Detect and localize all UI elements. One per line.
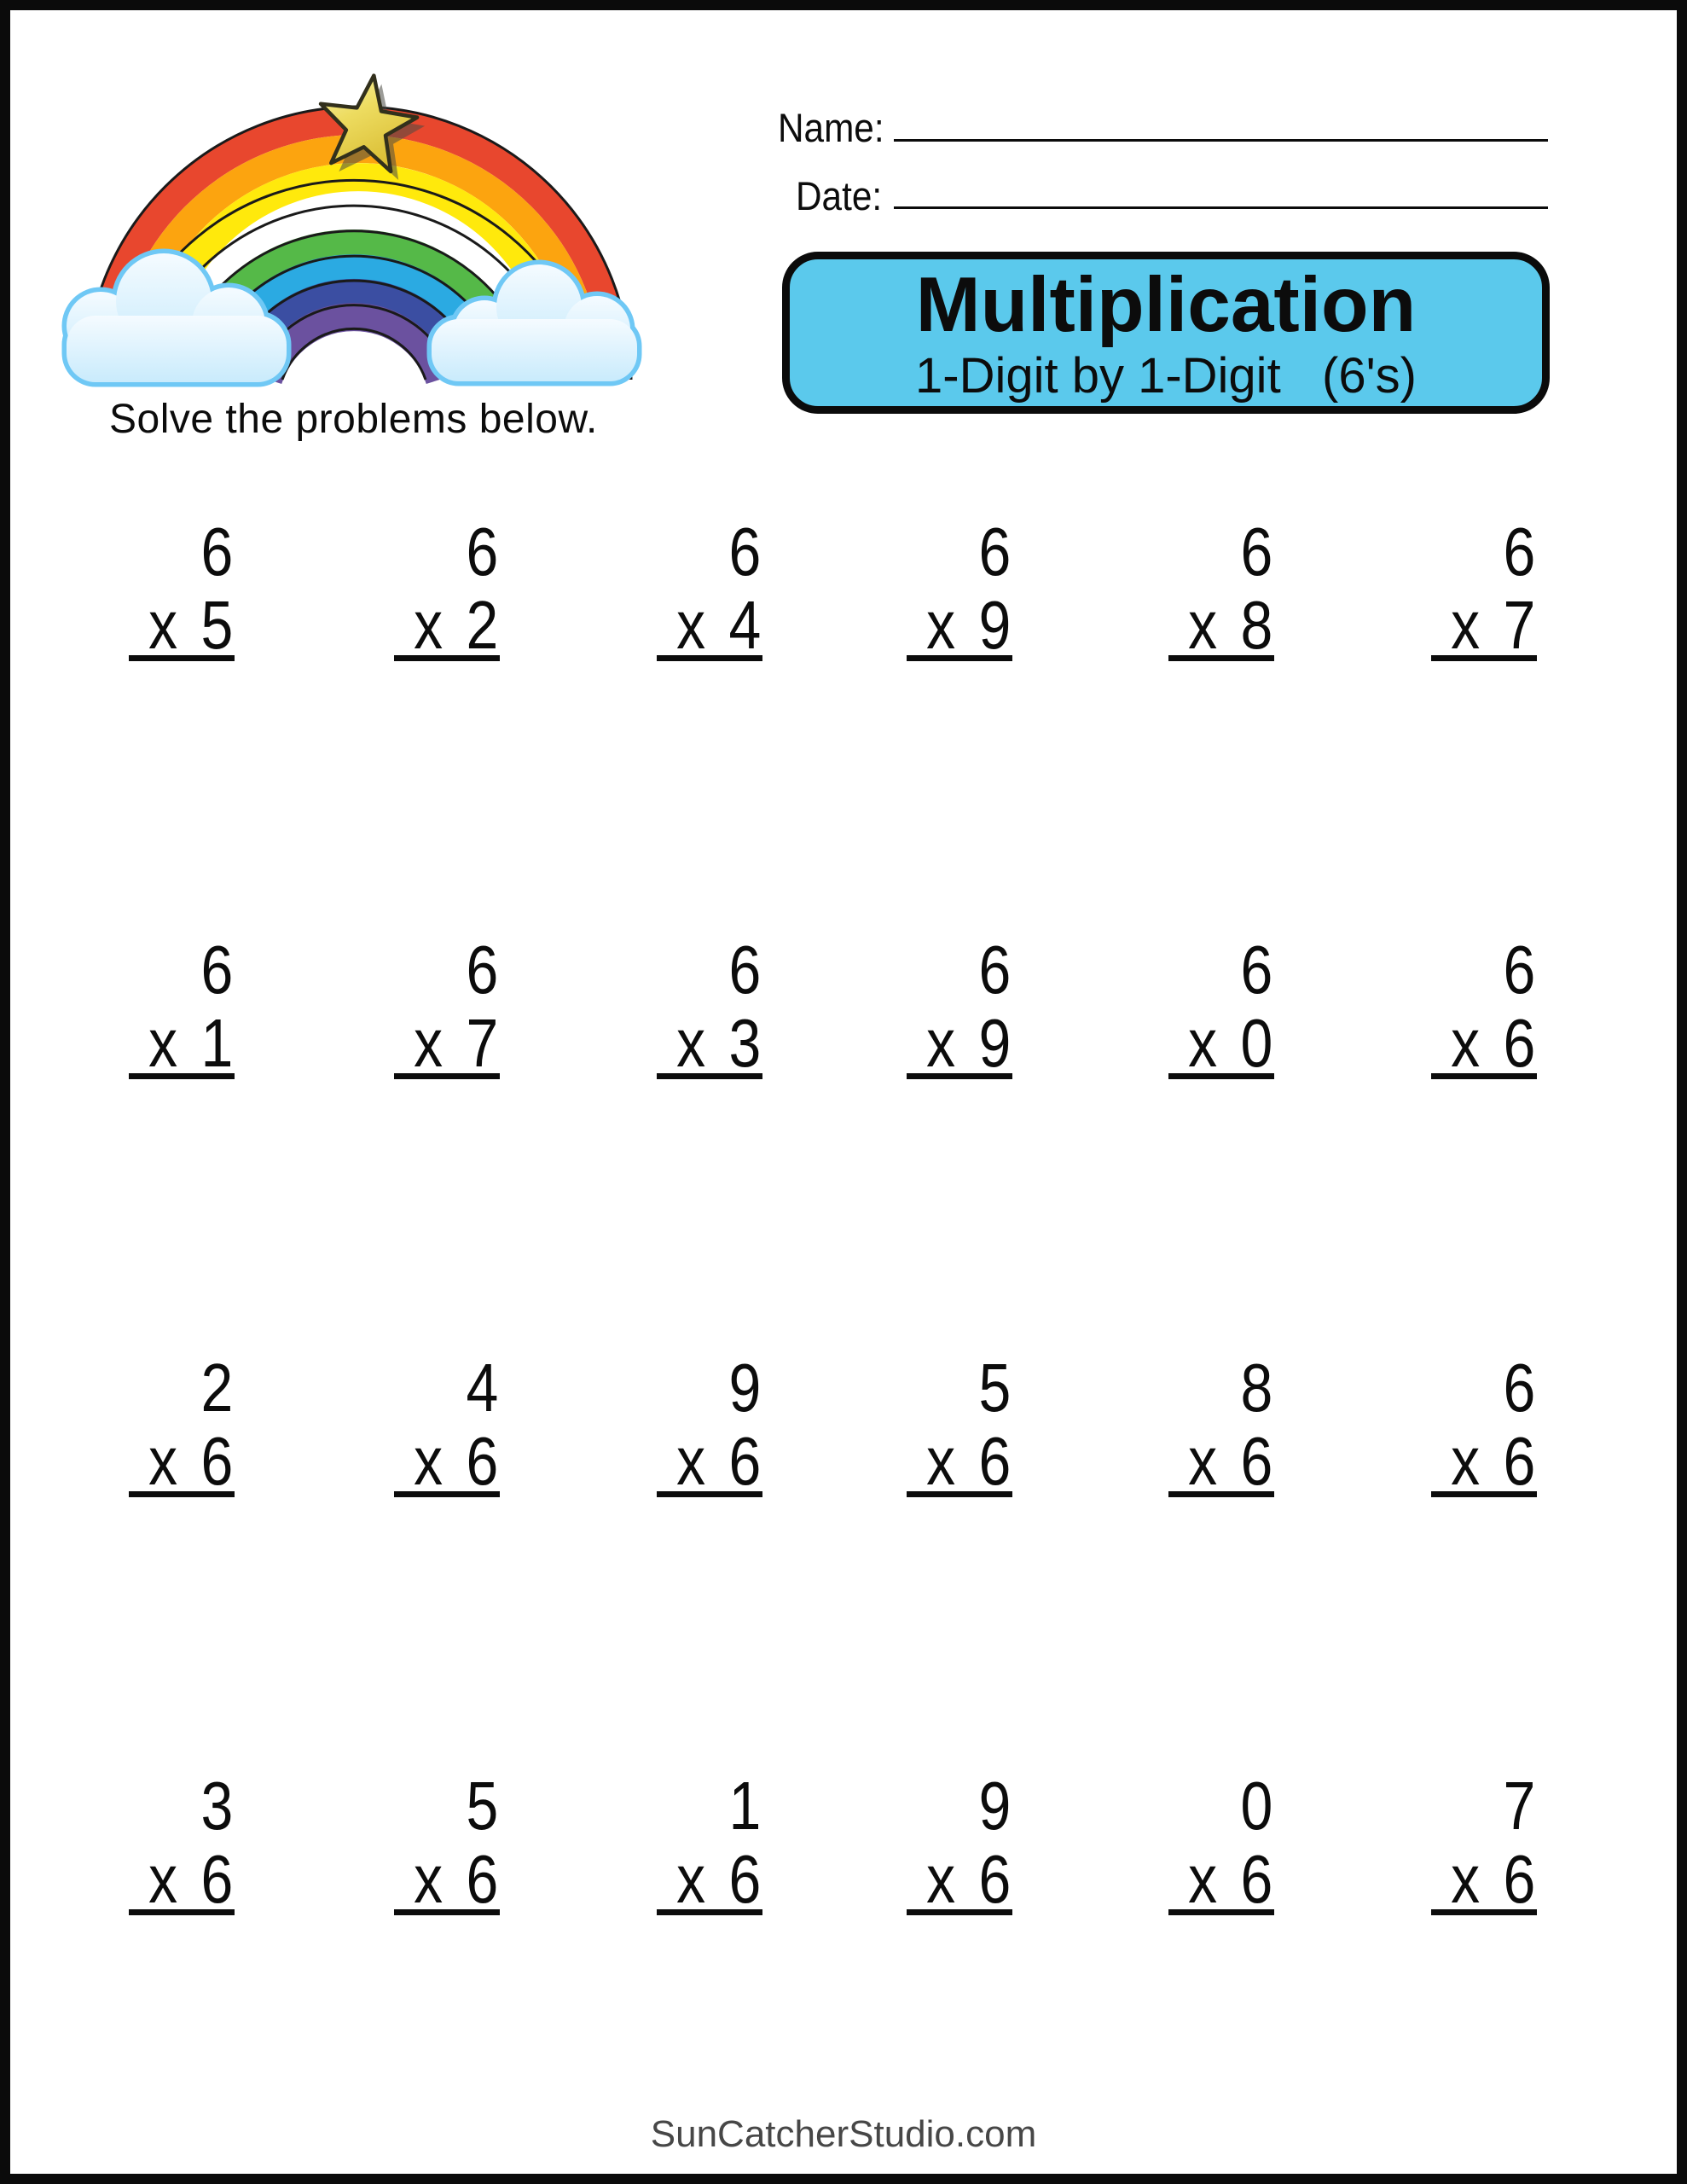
- problem-cell: [394, 1351, 500, 1497]
- multiplicand: 9: [728, 1350, 762, 1426]
- multiplier-row: x 6: [148, 1841, 234, 1917]
- multiplier-row: x 6: [414, 1841, 499, 1917]
- multiplicand: 6: [200, 932, 234, 1008]
- problem-cell: [907, 515, 1012, 661]
- multiplier-row: x 6: [1451, 1841, 1536, 1917]
- multiplier-row: x 6: [926, 1841, 1012, 1917]
- problem-cell: [394, 933, 500, 1079]
- multiplier-row: x 6: [414, 1423, 499, 1499]
- problem-cell: [657, 1351, 762, 1497]
- multiplicand: 5: [466, 1768, 499, 1844]
- multiplicand: 3: [200, 1768, 234, 1844]
- multiplier-row: x 0: [1188, 1005, 1273, 1081]
- multiplicand: 6: [978, 514, 1012, 590]
- problem-cell: [657, 1769, 762, 1915]
- multiplicand: 0: [1240, 1768, 1273, 1844]
- multiplicand: 6: [978, 932, 1012, 1008]
- problem-cell: [907, 1769, 1012, 1915]
- multiplier-row: x 6: [926, 1423, 1012, 1499]
- multiplicand: 6: [466, 514, 499, 590]
- multiplier-row: x 6: [1188, 1841, 1273, 1917]
- problem-cell: [1431, 515, 1537, 661]
- multiplicand: 5: [978, 1350, 1012, 1426]
- worksheet-subtitle: 1-Digit by 1-Digit (6's): [915, 348, 1417, 404]
- multiplier-row: x 7: [414, 1005, 499, 1081]
- multiplier-row: x 2: [414, 587, 499, 663]
- multiplicand: 9: [978, 1768, 1012, 1844]
- multiplier-row: x 1: [148, 1005, 234, 1081]
- multiplier-row: x 9: [926, 1005, 1012, 1081]
- problem-cell: [657, 933, 762, 1079]
- worksheet-title-box: [782, 252, 1550, 414]
- multiplicand: 6: [200, 514, 234, 590]
- multiplier-row: x 5: [148, 587, 234, 663]
- problem-cell: [1168, 1769, 1274, 1915]
- multiplicand: 6: [1240, 514, 1273, 590]
- problem-cell: [129, 933, 235, 1079]
- multiplicand: 2: [200, 1350, 234, 1426]
- multiplier-row: x 3: [676, 1005, 762, 1081]
- problem-cell: [129, 1769, 235, 1915]
- date-input-line[interactable]: [894, 206, 1548, 209]
- multiplier-row: x 8: [1188, 587, 1273, 663]
- problem-cell: [1431, 1769, 1537, 1915]
- multiplicand: 8: [1240, 1350, 1273, 1426]
- problem-cell: [1168, 515, 1274, 661]
- problem-cell: [394, 515, 500, 661]
- multiplicand: 6: [1503, 932, 1536, 1008]
- problem-cell: [907, 933, 1012, 1079]
- multiplicand: 1: [728, 1768, 762, 1844]
- problem-cell: [907, 1351, 1012, 1497]
- name-label: Name:: [778, 105, 884, 150]
- problem-cell: [129, 1351, 235, 1497]
- multiplicand: 6: [1240, 932, 1273, 1008]
- problem-cell: [129, 515, 235, 661]
- worksheet-title: Multiplication: [915, 262, 1417, 348]
- multiplier-row: x 7: [1451, 587, 1536, 663]
- problem-cell: [394, 1769, 500, 1915]
- multiplicand: 6: [728, 932, 762, 1008]
- problem-cell: [1431, 1351, 1537, 1497]
- instruction-text: Solve the problems below.: [109, 397, 598, 442]
- date-label: Date:: [796, 173, 883, 218]
- multiplicand: 6: [1503, 514, 1536, 590]
- multiplicand: 6: [728, 514, 762, 590]
- multiplier-row: x 6: [676, 1423, 762, 1499]
- multiplier-row: x 4: [676, 587, 762, 663]
- multiplicand: 4: [466, 1350, 499, 1426]
- multiplicand: 7: [1503, 1768, 1536, 1844]
- multiplier-row: x 9: [926, 587, 1012, 663]
- multiplier-row: x 6: [1451, 1423, 1536, 1499]
- problem-cell: [1168, 933, 1274, 1079]
- credit-text: SunCatcherStudio.com: [650, 2113, 1037, 2155]
- multiplier-row: x 6: [148, 1423, 234, 1499]
- problem-cell: [1168, 1351, 1274, 1497]
- multiplicand: 6: [1503, 1350, 1536, 1426]
- problem-cell: [657, 515, 762, 661]
- multiplier-row: x 6: [676, 1841, 762, 1917]
- name-input-line[interactable]: [894, 139, 1548, 142]
- multiplier-row: x 6: [1451, 1005, 1536, 1081]
- multiplicand: 6: [466, 932, 499, 1008]
- multiplier-row: x 6: [1188, 1423, 1273, 1499]
- rainbow-illustration: [60, 51, 648, 444]
- problem-cell: [1431, 933, 1537, 1079]
